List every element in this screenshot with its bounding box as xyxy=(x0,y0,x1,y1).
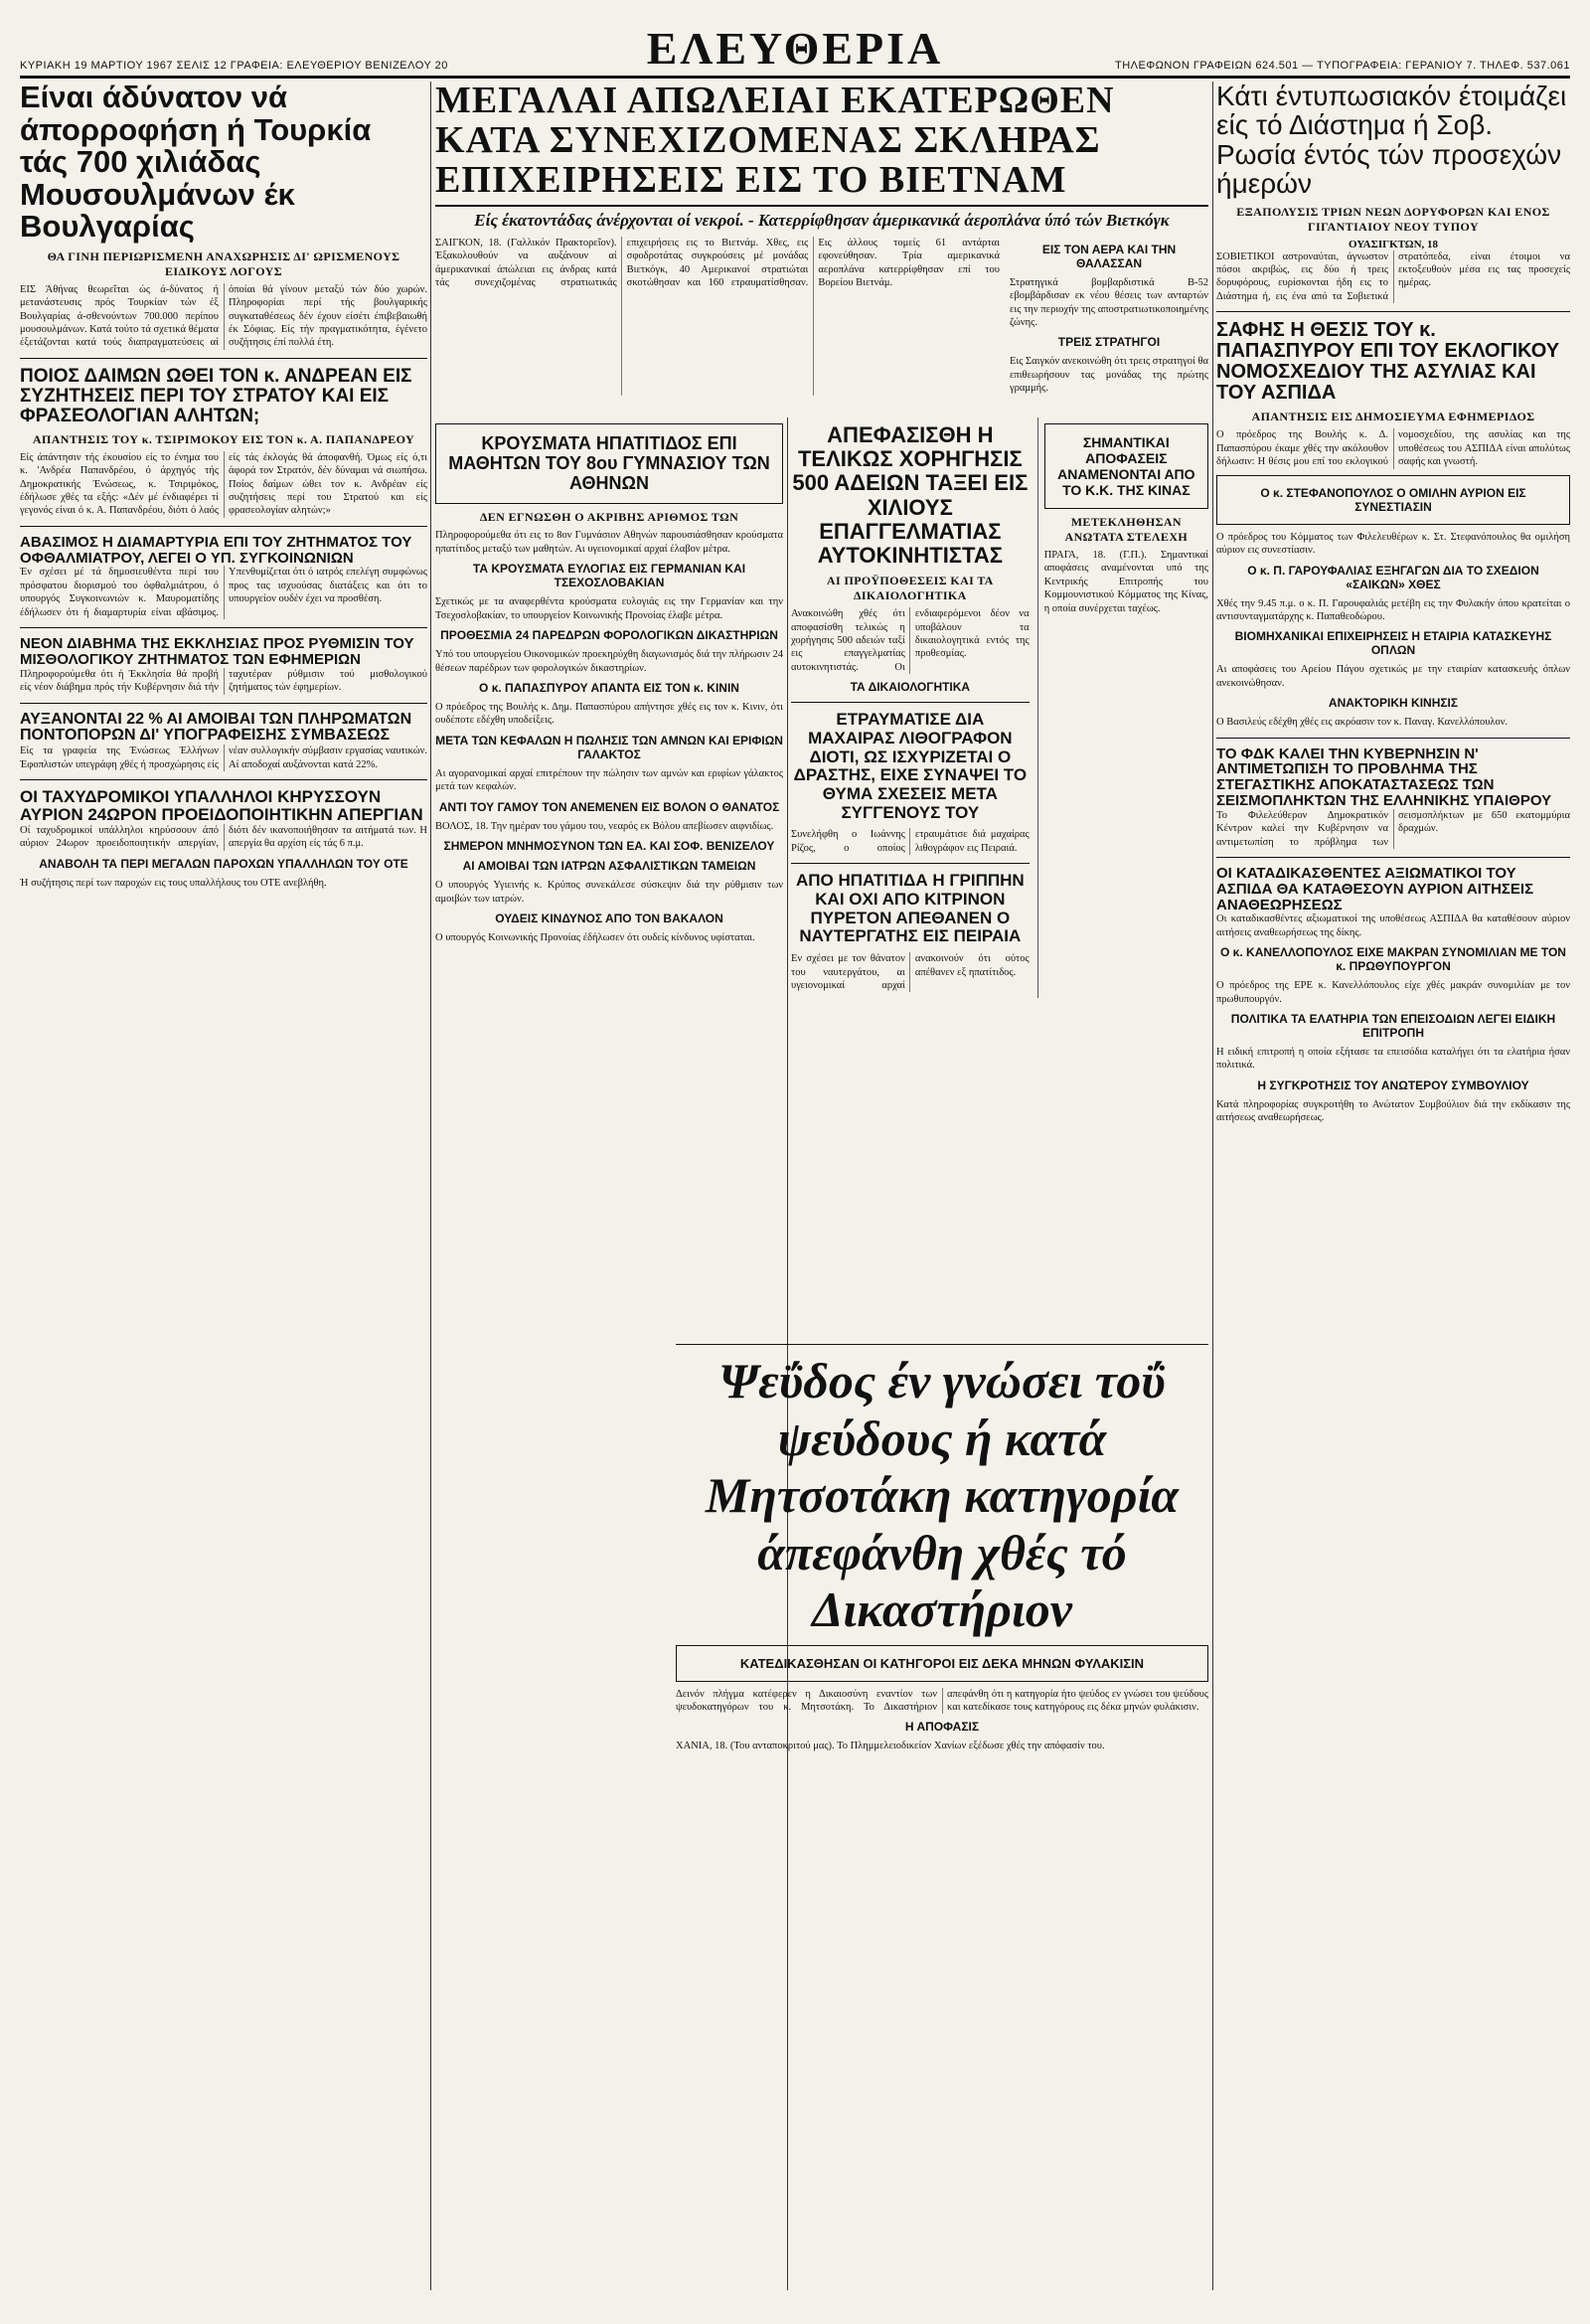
incidents-article: Η ειδική επιτροπή η οποία εξήτασε τα επεισόδια καταλήγει ότι τα ελατήρια ήσαν πολιτικά. xyxy=(1216,1047,1570,1072)
taxi-licenses-article: Ανακοινώθη χθές ότι αποφασίσθη τελικώς η χορήγησις 500 αδειών ταξί εις επαγγελματίας αυτοκινητιστάς. Οι ενδιαφερόμενοι δέον να υποβάλουν τα δικαιολογητικά εντός της προθεσμίας. xyxy=(791,608,1030,673)
tax-judges-headline: ΠΡΟΘΕΣΜΙΑ 24 ΠΑΡΕΔΡΩΝ ΦΟΡΟΛΟΓΙΚΩΝ ΔΙΚΑΣΤΗΡΙΩΝ xyxy=(440,628,778,643)
divider xyxy=(20,627,427,628)
divider xyxy=(676,1344,1208,1345)
seamen-pay-article: Είς τα γραφεία της Ένώσεως Έλλήνων Έφοπλιστών υπεγράφη χθές ή προσχώρησις είς νέαν συλλογικήν σύμβασιν εργασίας ναυτικών. Αί αποδοχαί αυξάνονται κατά 22%. xyxy=(20,746,427,770)
vietnam-sidebar-headline: ΕΙΣ ΤΟΝ ΑΕΡΑ ΚΑΙ ΤΗΝ ΘΑΛΑΣΣΑΝ xyxy=(1041,242,1177,270)
china-article: ΠΡΑΓΑ, 18. (Γ.Π.). Σημαντικαί αποφάσεις αναμένονται υπό της Κεντρικής Επιτροπής του Κομμουνιστικού Κόμματος της Κίνας, η οποία συνέρχεται ταχέως. xyxy=(1043,550,1208,614)
lamb-sale-headline: ΜΕΤΑ ΤΩΝ ΚΕΦΑΛΩΝ Η ΠΩΛΗΣΙΣ ΤΩΝ ΑΜΝΩΝ ΚΑΙ ΕΡΙΦΙΩΝ ΓΑΛΑΚΤΟΣ xyxy=(435,733,783,761)
soviet-space-article: ΣΟΒΙΕΤΙΚΟΙ αστροναύται, άγνωστον πόσοι ακριβώς, εις δύο ή τρεις δορυφόρους, ευρίσκονται ήδη εις το Διάστημα ή, εις ένα από τα Σοβιετικά στρατόπεδα, είναι έτοιμοι να εκτοξευθούν μέσα εις τας προσεχείς ημέρας. xyxy=(1216,250,1570,302)
kanellopoulos-headline: Ο κ. ΚΑΝΕΛΛΟΠΟΥΛΟΣ ΕΙΧΕ ΜΑΚΡΑΝ ΣΥΝΟΜΙΛΙΑΝ ΜΕ ΤΟΝ κ. ΠΡΩΘΥΠΟΥΡΓΟΝ xyxy=(1220,945,1566,974)
mitsotakis-subhead: ΚΑΤΕΔΙΚΑΣΘΗΣΑΝ ΟΙ ΚΑΤΗΓΟΡΟΙ ΕΙΣ ΔΕΚΑ ΜΗΝΩΝ ΦΥΛΑΚΙΣΙΝ xyxy=(739,1655,1145,1671)
royal-activity-article: Ο Βασιλεύς εδέχθη χθές εις ακρόασιν τον κ. Παναγ. Κανελλόπουλον. xyxy=(1216,717,1509,729)
turkey-article: ΕΙΣ Άθήνας θεωρεΐται ώς ά-δύνατος ή μετανάστευσις πρός Τουρκίαν τών έξ Βουλγαρίας ά-σθενούντων 700.000 περίπου μουσουλμάνων. Κατά τούτο τά σχετικά θέματα έξετάζονται κατά τούς διαπραγματεύσεις αί όποίαι θά γίνουν μεταξύ τών δύο χωρών. Πληροφορίαι περί τής βουλγαρικής συγκαταθέσεως δέν έχουν είσέτι έπιβεβαιωθή έκ Σόφιας. Είς τήν πραγματικότητα, έγένετο συζήτησις έπί πολλά έτη. xyxy=(20,283,427,349)
taxi-requirements-headline: ΤΑ ΔΙΚΑΙΟΛΟΓΗΤΙΚΑ xyxy=(850,680,971,695)
column-left xyxy=(20,82,427,2290)
soviet-space-subhead: ΕΞΑΠΟΛΥΣΙΣ ΤΡΙΩΝ ΝΕΩΝ ΔΟΡΥΦΟΡΩΝ ΚΑΙ ΕΝΟΣ ΓΙΓΑΝΤΙΑΙΟΥ ΝΕΟΥ ΤΥΠΟΥ xyxy=(1236,204,1550,234)
newspaper-title: ΕΛΕΥΘΕΡΙΑ xyxy=(646,23,944,74)
volos-wedding-headline: ΑΝΤΙ ΤΟΥ ΓΑΜΟΥ ΤΟΝ ΑΝΕΜΕΝΕΝ ΕΙΣ ΒΟΛΟΝ Ο ΘΑΝΑΤΟΣ xyxy=(438,799,780,814)
masthead-date-line: ΚΥΡΙΑΚΗ 19 ΜΑΡΤΙΟΥ 1967 ΣΕΛΙΣ 12 ΓΡΑΦΕΙΑ: ΕΛΕΥΘΕΡΙΟΥ ΒΕΝΙΖΕΛΟΥ 20 xyxy=(20,60,448,72)
column-right xyxy=(1216,82,1570,2290)
aspida-officers-article: Οι καταδικασθέντες αξιωματικοί της υποθέσεως ΑΣΠΙΔΑ θα καταθέσουν αύριον αιτήσεις αναθεωρήσεως της δίκης. xyxy=(1216,913,1570,938)
papaspyrou-article: Ο πρόεδρος της Βουλής κ. Δ. Παπασπύρου έκαμε χθές την ακόλουθον δήλωσιν: Η θέσις μου επί του εκλογικού νομοσχεδίου, της ασυλίας και της υποθέσεως του ΑΣΠΙΔΑ είναι απολύτως σαφής και γνωστή. xyxy=(1216,429,1570,468)
ophthalmologist-article: Έν σχέσει μέ τά δημοσιευθέντα περί του πρόσφατου διορισμού του όφθαλμιάτρου, ό υπουργός Συγκοινωνιών κ. Μαυροματίδης έδήλωσεν ότι ή διαμαρτυρία είναι αβάσιμος. Υπενθυμίζεται ότι ό ιατρός επελέγη συμφώνως προς τας ισχυούσας διατάξεις και ότι το υπουργείον ουδέν έχει να προσθέση. xyxy=(20,567,427,618)
newspaper-page xyxy=(20,14,1570,2290)
chania-dateline-article: ΧΑΝΙΑ, 18. (Του ανταποκριτού μας). Το Πλημμελειοδικείον Χανίων εξέδωσε χθές την απόφασίν του. xyxy=(676,1741,1105,1752)
ophthalmologist-headline: ΑΒΑΣΙΜΟΣ Η ΔΙΑΜΑΡΤΥΡΙΑ ΕΠΙ ΤΟΥ ΖΗΤΗΜΑΤΟΣ ΤΟΥ ΟΦΘΑΛΜΙΑΤΡΟΥ, ΛΕΓΕΙ Ο ΥΠ. ΣΥΓΚΟΙΝΩΝΙΩΝ xyxy=(20,533,412,567)
council-headline: Η ΣΥΓΚΡΟΤΗΣΙΣ ΤΟΥ ΑΝΩΤΕΡΟΥ ΣΥΜΒΟΥΛΙΟΥ xyxy=(1257,1078,1529,1092)
hepatitis-article: Πληροφορούμεθα ότι εις το 8ον Γυμνάσιον Αθηνών παρουσιάσθησαν κρούσματα ηπατίτιδος μεταξύ των μαθητών. Αι υγειονομικαί αρχαί έλαβον μέτρα. xyxy=(435,530,783,555)
vietnam-banner-headline: ΜΕΓΑΛΑΙ ΑΠΩΛΕΙΑΙ ΕΚΑΤΕΡΩΘΕΝ ΚΑΤΑ ΣΥΝΕΧΙΖΟΜΕΝΑΣ ΣΚΛΗΡΑΣ ΕΠΙΧΕΙΡΗΣΕΙΣ ΕΙΣ ΤΟ ΒΙΕΤΝΑΜ xyxy=(435,82,1208,207)
taxi-licenses-subhead: ΑΙ ΠΡΟΫΠΟΘΕΣΕΙΣ ΚΑΙ ΤΑ ΔΙΚΑΙΟΛΟΓΗΤΙΚΑ xyxy=(826,574,994,603)
papaspyrou-subhead: ΑΠΑΝΤΗΣΙΣ ΕΙΣ ΔΗΜΟΣΙΕΥΜΑ ΕΦΗΜΕΡΙΔΟΣ xyxy=(1251,410,1535,424)
seamen-pay-headline: ΑΥΞΑΝΟΝΤΑΙ 22 % ΑΙ ΑΜΟΙΒΑΙ ΤΩΝ ΠΛΗΡΩΜΑΤΩΝ ΠΟΝΤΟΠΟΡΩΝ ΔΙ' ΥΠΟΓΡΑΦΕΙΣΗΣ ΣΥΜΒΑΣΕΩΣ xyxy=(20,710,412,745)
turkey-headline: Είναι άδύνατον νά άπορροφήση ή Τουρκία τάς 700 χιλιάδας Μουσουλμάνων έκ Βουλγαρίας xyxy=(20,82,372,245)
soviet-space-headline: Κάτι έντυπωσιακόν έτοιμάζει είς τό Διάστημα ή Σοβ. Ρωσία έντός τών προσεχών ήμερών xyxy=(1216,82,1567,200)
earthquake-housing-headline: ΤΟ ΦΔΚ ΚΑΛΕΙ ΤΗΝ ΚΥΒΕΡΝΗΣΙΝ Ν' ΑΝΤΙΜΕΤΩΠΙΣΗ ΤΟ ΠΡΟΒΛΗΜΑ ΤΗΣ ΣΤΕΓΑΣΤΙΚΗΣ ΑΠΟΚΑΤΑΣΤΑΣΕΩΣ ΤΩΝ ΣΕΙΣΜΟΠΛΗΚΤΩΝ ΤΗΣ ΕΛΛΗΝΙΚΗΣ ΥΠΑΙΘΡΟΥ xyxy=(1216,745,1552,809)
masthead-phone-line: ΤΗΛΕΦΩΝΟΝ ΓΡΑΦΕΙΩΝ 624.501 — ΤΥΠΟΓΡΑΦΕΙΑ: ΓΕΡΑΝΙΟΥ 7. ΤΗΛΕΦ. 537.061 xyxy=(1115,60,1570,72)
doctors-pay-article: Ο υπουργός Υγιεινής κ. Κρύπος συνεκάλεσε σύσκεψιν διά την ρύθμισιν των αμοιβών των ιατρών. xyxy=(435,880,783,905)
tax-judges-article: Υπό του υπουργείου Οικονομικών προεκηρύχθη διαγωνισμός διά την πλήρωσιν 24 θέσεων παρέδρων των φορολογικών δικαστηρίων. xyxy=(435,649,783,674)
arms-company-headline: ΒΙΟΜΗΧΑΝΙΚΑΙ ΕΠΙΧΕΙΡΗΣΕΙΣ Η ΕΤΑΙΡΙΑ ΚΑΤΑΣΚΕΥΗΣ ΟΠΛΩΝ xyxy=(1234,629,1552,658)
china-subhead: ΜΕΤΕΚΛΗΘΗΣΑΝ ΑΝΩΤΑΤΑ ΣΤΕΛΕΧΗ xyxy=(1064,515,1189,544)
divider xyxy=(20,526,427,527)
papandreou-headline: ΠΟΙΟΣ ΔΑΙΜΩΝ ΩΘΕΙ ΤΟΝ κ. ΑΝΔΡΕΑΝ ΕΙΣ ΣΥΖΗΤΗΣΕΙΣ ΠΕΡΙ ΤΟΥ ΣΤΡΑΤΟΥ ΚΑΙ ΕΙΣ ΦΡΑΣΕΟΛΟΓΙΑΝ ΑΛΗΤΩΝ; xyxy=(20,365,412,426)
church-article: Πληροφορούμεθα ότι ή Έκκλησία θά προβή είς νέον διάβημα πρός τήν Κυβέρνησιν διά τήν ταχυτέραν ρύθμισιν τού μισθολογικού ζητήματος τών έφημερίων. xyxy=(20,668,427,694)
sailor-death-article: Εν σχέσει με τον θάνατον του ναυτεργάτου, αι υγειονομικαί αρχαί ανακοινούν ότι ούτος απέθανεν εξ ηπατίτιδος. xyxy=(791,953,1030,991)
divider xyxy=(20,779,427,780)
masthead xyxy=(20,14,1570,79)
garoufalias-article: Χθές την 9.45 π.μ. ο κ. Π. Γαρουφαλιάς μετέβη εις την Φυλακήν όπου κρατείται ο αντισυνταγματάρχης κ. Παπαθεοδώρου. xyxy=(1216,597,1570,622)
stefanopoulos-article: Ο πρόεδρος του Κόμματος των Φιλελευθέρων κ. Στ. Στεφανόπουλος θα ομιλήση αύριον εις συνεστίασιν. xyxy=(1216,531,1570,557)
stabbing-headline: ΕΤΡΑΥΜΑΤΙΣΕ ΔΙΑ ΜΑΧΑΙΡΑΣ ΛΙΘΟΓΡΑΦΟΝ ΔΙΟΤΙ, ΩΣ ΙΣΧΥΡΙΖΕΤΑΙ Ο ΔΡΑΣΤΗΣ, ΕΙΧΕ ΣΥΝΑΨΕΙ ΤΟ ΘΥΜΑ ΣΧΕΣΕΙΣ ΜΕΤΑ ΣΥΓΓΕΝΟΥΣ ΤΟΥ xyxy=(793,710,1028,822)
aspida-officers-headline: ΟΙ ΚΑΤΑΔΙΚΑΣΘΕΝΤΕΣ ΑΞΙΩΜΑΤΙΚΟΙ ΤΟΥ ΑΣΠΙΔΑ ΘΑ ΚΑΤΑΘΕΣΟΥΝ ΑΥΡΙΟΝ ΑΙΤΗΣΕΙΣ ΑΝΑΘΕΩΡΗΣΕΩΣ xyxy=(1216,865,1534,913)
venizelos-memorial-headline: ΣΗΜΕΡΟΝ ΜΝΗΜΟΣΥΝΟΝ ΤΩΝ ΕΑ. ΚΑΙ ΣΟΦ. ΒΕΝΙΖΕΛΟΥ xyxy=(443,839,775,854)
garoufalias-headline: Ο κ. Π. ΓΑΡΟΥΦΑΛΙΑΣ ΕΞΗΓΑΓΩΝ ΔΙΑ ΤΟ ΣΧΕΔΙΟΝ «ΣΑΙΚΩΝ» ΧΘΕΣ xyxy=(1247,563,1539,591)
incidents-headline: ΠΟΛΙΤΙΚΑ ΤΑ ΕΛΑΤΗΡΙΑ ΤΩΝ ΕΠΕΙΣΟΔΙΩΝ ΛΕΓΕΙ ΕΙΔΙΚΗ ΕΠΙΤΡΟΠΗ xyxy=(1230,1012,1556,1040)
papaspyrou-kinin-article: Ο πρόεδρος της Βουλής κ. Δημ. Παπασπύρου απήντησε χθές εις τον κ. Κινιν, ότι ουδέποτε εδέχθη υποδείξεις. xyxy=(435,702,783,727)
hepatitis-subhead: ΔΕΝ ΕΓΝΩΣΘΗ Ο ΑΚΡΙΒΗΣ ΑΡΙΘΜΟΣ ΤΩΝ xyxy=(479,510,739,525)
mitsotakis-headline: Ψεΰδος έν γνώσει τοΰ ψεύδους ή κατά Μητσοτάκη κατηγορία άπεφάνθη χθές τό Δικαστήριον xyxy=(705,1353,1180,1637)
vakalos-article: Ο υπουργός Κοινωνικής Προνοίας έδήλωσεν ότι ουδείς κίνδυνος υφίσταται. xyxy=(435,932,755,944)
mitsotakis-story xyxy=(676,1336,1208,2290)
divider xyxy=(20,358,427,359)
council-article: Κατά πληροφορίας συγκροτήθη το Ανώτατον Συμβούλιον διά την εκδίκασιν της αιτήσεως αναθεωρήσεως. xyxy=(1216,1098,1570,1124)
volos-wedding-article: ΒΟΛΟΣ, 18. Την ημέραν του γάμου του, νεαρός εκ Βόλου απεβίωσεν αιφνιδίως. xyxy=(435,820,774,832)
church-headline: ΝΕΟΝ ΔΙΑΒΗΜΑ ΤΗΣ ΕΚΚΛΗΣΙΑΣ ΠΡΟΣ ΡΥΘΜΙΣΙΝ ΤΟΥ ΜΙΣΘΟΛΟΓΙΚΟΥ ΖΗΤΗΜΑΤΟΣ ΤΩΝ ΕΦΗΜΕΡΙΩΝ xyxy=(20,635,414,668)
divider xyxy=(1216,311,1570,312)
divider xyxy=(791,702,1030,703)
vietnam-sidebar-article: Στρατηγικά βομβαρδιστικά Β-52 εβομβάρδισαν εκ νέου θέσεις των ανταρτών εις την περιοχήν της αποστρατιωτικοποιημένης ζώνης. xyxy=(1010,276,1208,328)
column-rule xyxy=(430,82,431,2290)
washington-dateline: ΟΥΑΣΙΓΚΤΩΝ, 18 xyxy=(1348,238,1439,250)
vietnam-generals-article: Εις Σαιγκόν ανεκοινώθη ότι τρεις στρατηγοί θα επιθεωρήσουν τας μονάδας της πρώτης γραμμής. xyxy=(1010,356,1208,395)
turkey-subhead: ΘΑ ΓΙΝΗ ΠΕΡΙΩΡΙΣΜΕΝΗ ΑΝΑΧΩΡΗΣΙΣ ΔΙ' ΩΡΙΣΜΕΝΟΥΣ ΕΙΔΙΚΟΥΣ ΛΟΓΟΥΣ xyxy=(47,249,400,278)
papandreou-subhead: ΑΠΑΝΤΗΣΙΣ ΤΟΥ κ. ΤΣΙΡΙΜΟΚΟΥ ΕΙΣ ΤΟΝ κ. Α. ΠΑΠΑΝΔΡΕΟΥ xyxy=(32,431,415,446)
divider xyxy=(1216,738,1570,739)
smallpox-headline: ΤΑ ΚΡΟΥΣΜΑΤΑ ΕΥΛΟΓΙΑΣ ΕΙΣ ΓΕΡΜΑΝΙΑΝ ΚΑΙ ΤΣΕΧΟΣΛΟΒΑΚΙΑΝ xyxy=(472,562,746,590)
papandreou-article: Είς άπάντησιν τής έκουσίου είς το ένημα του κ. 'Ανδρέα Παπανδρέου, ό άρχηγός τής Δημοκρατικής Ένώσεως, κ. Τσιριμόκος, έδήλωσε χθές τα εξής: «Δέν μέ ένδιαφέρει τί γεγονός είναι ό κ. Α. Παπανδρέου, διότι ό λαός είς τάς έκλογάς θά άποφανθή. Όμως είς ό,τι άφορά τον Στρατόν, δέν δύναμαι νά σιωπήσω. Ποίος δαίμων ώθει τον κ. Ανδρέαν είς συζητήσεις περί του Στρατού και είς φρασεολογίαν αλητών;» xyxy=(20,451,427,517)
verdict-headline: Η ΑΠΟΦΑΣΙΣ xyxy=(904,1720,980,1735)
hepatitis-headline: ΚΡΟΥΣΜΑΤΑ ΗΠΑΤΙΤΙΔΟΣ ΕΠΙ ΜΑΘΗΤΩΝ ΤΟΥ 8ου ΓΥΜΝΑΣΙΟΥ ΤΩΝ ΑΘΗΝΩΝ xyxy=(448,433,770,493)
vietnam-generals-headline: ΤΡΕΙΣ ΣΤΡΑΤΗΓΟΙ xyxy=(1057,335,1161,350)
lamb-sale-article: Αι αγορανομικαί αρχαί επιτρέπουν την πώλησιν των αμνών και εριφίων γάλακτος μετά των κεφαλών. xyxy=(435,767,783,793)
papaspyrou-headline: ΣΑΦΗΣ Η ΘΕΣΙΣ ΤΟΥ κ. ΠΑΠΑΣΠΥΡΟΥ ΕΠΙ ΤΟΥ ΕΚΛΟΓΙΚΟΥ ΝΟΜΟΣΧΕΔΙΟΥ ΤΗΣ ΑΣΥΛΙΑΣ ΚΑΙ ΤΟΥ ΑΣΠΙΔΑ xyxy=(1216,319,1560,405)
postal-strike-article: Οί ταχυδρομικοί υπάλληλοι κηρύσσουν άπό αύριον 24ωρον προειδοποιητικήν απεργίαν, διότι δέν ικανοποιήθησαν τα αιτήματά των. Η απεργία θα αρχίση είς τάς 6 π.μ. xyxy=(20,824,427,850)
smallpox-article: Σχετικώς με τα αναφερθέντα κρούσματα ευλογιάς εις την Γερμανίαν και την Τσεχοσλοβακίαν, το υπουργείον Κοινωνικής Προνοίας έλαβε μέτρα. xyxy=(435,596,783,621)
royal-activity-headline: ΑΝΑΚΤΟΡΙΚΗ ΚΙΝΗΣΙΣ xyxy=(1328,696,1459,711)
mitsotakis-article: Δεινόν πλήγμα κατέφερεν η Δικαιοσύνη εναντίον των ψευδοκατηγόρων του κ. Μητσοτάκη. Το Δικαστήριον απεφάνθη ότι η κατηγορία ήτο ψεύδος εν γνώσει του ψεύδους και κατεδίκασε τους κατηγόρους εις δέκα μηνών φυλάκισιν. xyxy=(676,1688,1208,1713)
earthquake-housing-article: Το Φιλελεύθερον Δημοκρατικόν Κέντρον καλεί την Κυβέρνησιν να αντιμετωπίση το πρόβλημα των σεισμοπλήκτων με 650 εκατομμύρια δραχμών. xyxy=(1216,809,1570,848)
arms-company-article: Αι αποφάσεις του Αρείου Πάγου σχετικώς με την εταιρίαν κατασκευής όπλων ανεκοινώθησαν. xyxy=(1216,664,1570,689)
taxi-licenses-headline: ΑΠΕΦΑΣΙΣΘΗ Η ΤΕΛΙΚΩΣ ΧΟΡΗΓΗΣΙΣ 500 ΑΔΕΙΩΝ ΤΑΞΕΙ ΕΙΣ ΧΙΛΙΟΥΣ ΕΠΑΓΓΕΛΜΑΤΙΑΣ ΑΥΤΟΚΙΝΗΤΙΣΤΑΣ xyxy=(792,422,1029,568)
postal-strike-headline: ΟΙ ΤΑΧΥΔΡΟΜΙΚΟΙ ΥΠΑΛΛΗΛΟΙ ΚΗΡΥΣΣΟΥΝ ΑΥΡΙΟΝ 24ΩΡΟΝ ΠΡΟΕΙΔΟΠΟΙΗΤΙΚΗΝ ΑΠΕΡΓΙΑΝ xyxy=(20,787,423,824)
sailor-death-headline: ΑΠΟ ΗΠΑΤΙΤΙΔΑ Η ΓΡΙΠΠΗΝ ΚΑΙ ΟΧΙ ΑΠΟ ΚΙΤΡΙΝΟΝ ΠΥΡΕΤΟΝ ΑΠΕΘΑΝΕΝ Ο ΝΑΥΤΕΡΓΑΤΗΣ ΕΙΣ ΠΕΙΡΑΙΑ xyxy=(795,871,1025,946)
page-columns xyxy=(20,82,1570,2290)
doctors-pay-headline: ΑΙ ΑΜΟΙΒΑΙ ΤΩΝ ΙΑΤΡΩΝ ΑΣΦΑΛΙΣΤΙΚΩΝ ΤΑΜΕΙΩΝ xyxy=(462,859,756,874)
papaspyrou-kinin-headline: Ο κ. ΠΑΠΑΣΠΥΡΟΥ ΑΠΑΝΤΑ ΕΙΣ ΤΟΝ κ. ΚΙΝΙΝ xyxy=(479,681,739,696)
vakalos-headline: ΟΥΔΕΙΣ ΚΙΝΔΥΝΟΣ ΑΠΟ ΤΟΝ ΒΑΚΑΛΟΝ xyxy=(495,912,723,926)
ote-article: Ή συζήτησις περί των παροχών εις τους υπαλλήλους του ΟΤΕ ανεβλήθη. xyxy=(20,877,327,889)
china-headline: ΣΗΜΑΝΤΙΚΑΙ ΑΠΟΦΑΣΕΙΣ ΑΝΑΜΕΝΟΝΤΑΙ ΑΠΟ ΤΟ Κ.Κ. ΤΗΣ ΚΙΝΑΣ xyxy=(1057,434,1195,498)
stefanopoulos-headline: Ο κ. ΣΤΕΦΑΝΟΠΟΥΛΟΣ Ο ΟΜΙΛΗΝ ΑΥΡΙΟΝ ΕΙΣ ΣΥΝΕΣΤΙΑΣΙΝ xyxy=(1260,485,1526,514)
kanellopoulos-article: Ο πρόεδρος της ΕΡΕ κ. Κανελλόπουλος είχε χθές μακράν συνομιλίαν με τον πρωθυπουργόν. xyxy=(1216,980,1570,1005)
divider xyxy=(1216,857,1570,858)
vietnam-subhead: Είς έκατοντάδας άνέρχονται οί νεκροί. - Κατερρίφθησαν άμερικανικά άεροπλάνα ύπό τών Βιετκόγκ xyxy=(474,210,1170,230)
vietnam-article: ΣΑΙΓΚΟΝ, 18. (Γαλλικόν Πρακτορεΐον). Έξακολουθούν να αυξάνουν αί άμερικανικαί άπώλειαι εις άνδρας κατά τάς συνεχιζομένας στρατιωτικάς επιχειρήσεις εις το Βιετνάμ. Χθες, εις σφοδροτάτας συγκρούσεις μέ μονάδας Βιετκόγκ, 40 Αμερικανοί στρατιώται σκοτώθησαν και 160 ετραυματίσθησαν. Εις άλλους τομείς 61 αντάρται εφονεύθησαν. Τρία αμερικανικά αεροπλάνα κατερρίφθησαν επί του Βορείου Βιετνάμ. xyxy=(435,237,1000,288)
ote-headline: ΑΝΑΒΟΛΗ ΤΑ ΠΕΡΙ ΜΕΓΑΛΩΝ ΠΑΡΟΧΩΝ ΥΠΑΛΛΗΛΩΝ ΤΟΥ ΟΤΕ xyxy=(39,856,408,871)
divider xyxy=(791,863,1030,864)
column-rule xyxy=(1212,82,1213,2290)
divider xyxy=(20,703,427,704)
stabbing-article: Συνελήφθη ο Ιωάννης Ρίζος, ο οποίος ετραυμάτισε διά μαχαίρας λιθογράφον εις Πειραιά. xyxy=(791,829,1030,854)
vietnam-story xyxy=(435,82,1208,410)
